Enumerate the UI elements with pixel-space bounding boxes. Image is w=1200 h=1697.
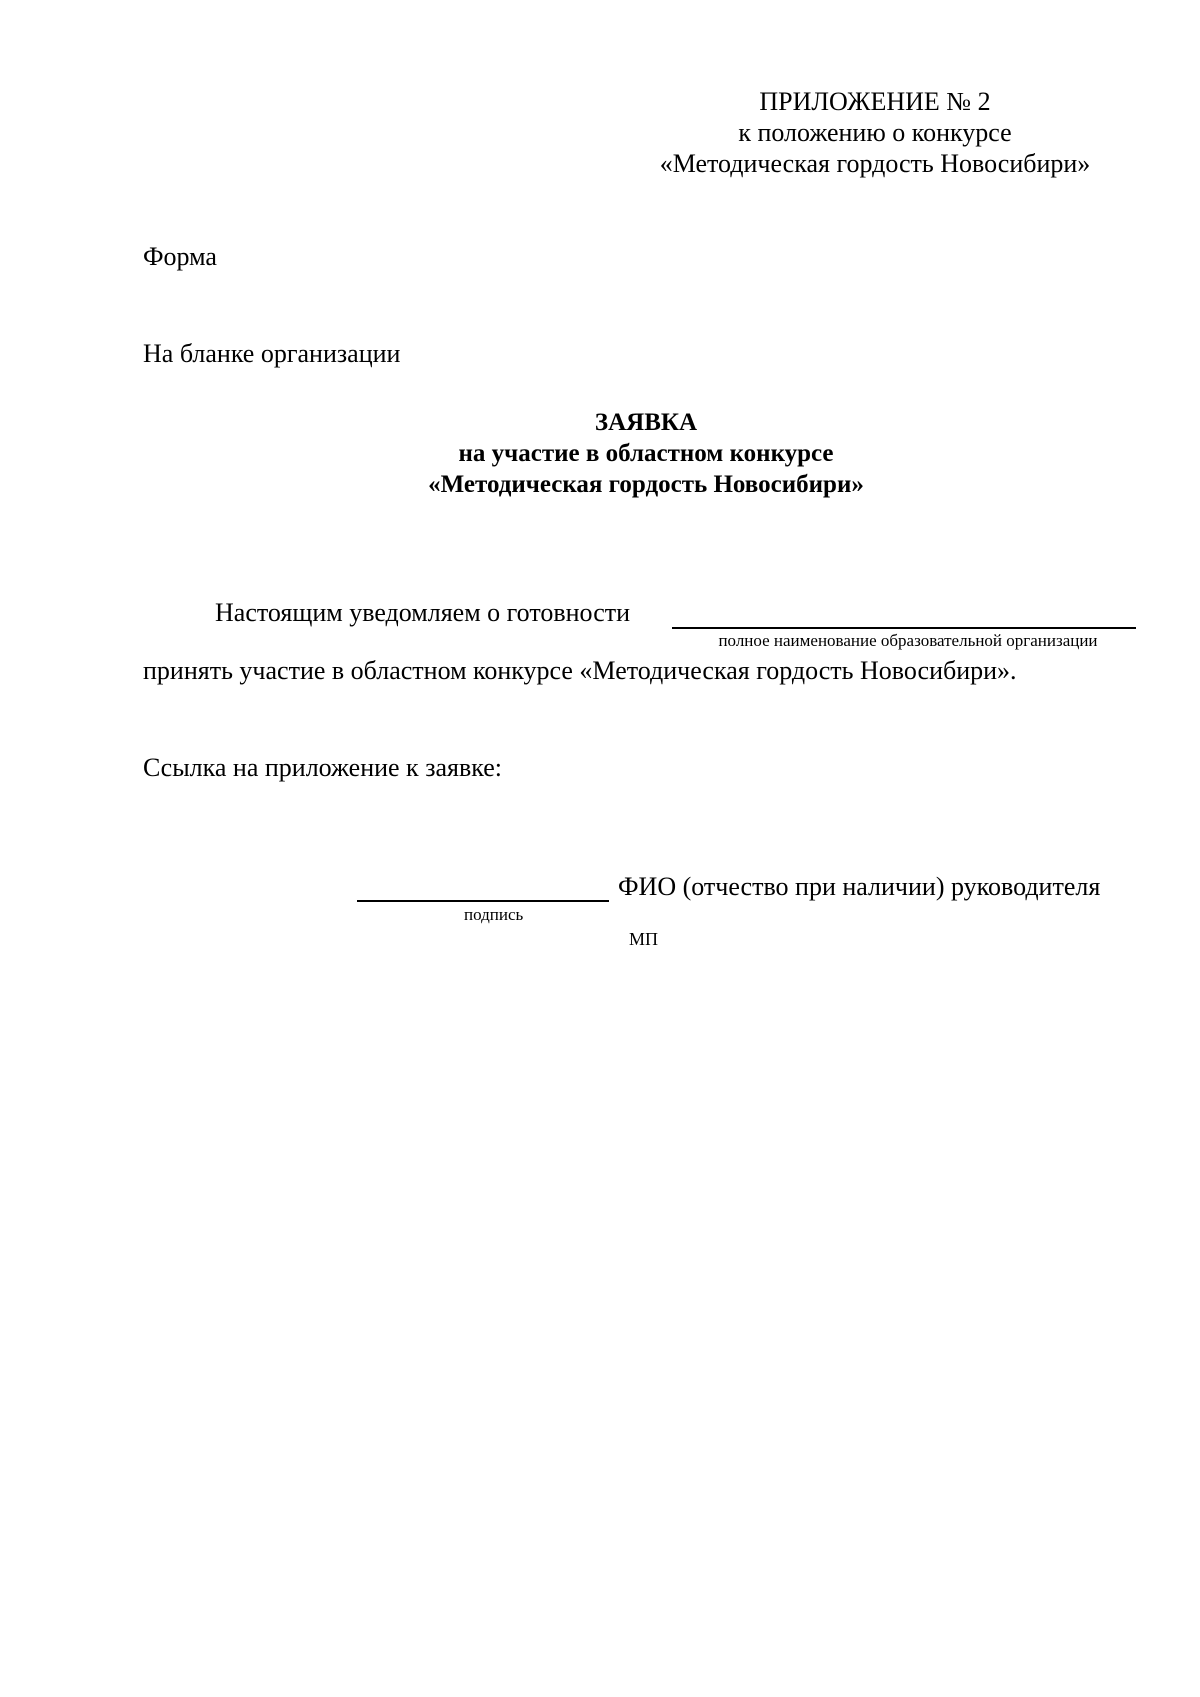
title-heading: ЗАЯВКА <box>594 409 698 436</box>
appendix-header <box>615 86 1135 179</box>
organization-name-caption: полное наименование образовательной организации <box>718 631 1098 650</box>
title-contest-name: «Методическая гордость Новосибири» <box>428 471 864 498</box>
organization-name-line <box>672 627 1136 629</box>
application-title <box>0 407 1200 500</box>
appendix-number: ПРИЛОЖЕНИЕ № 2 <box>759 87 991 116</box>
stamp-place-label: МП <box>629 929 659 949</box>
form-label: Форма <box>143 242 217 271</box>
director-fio-label: ФИО (отчество при наличии) руководителя <box>618 872 1101 901</box>
notice-text-start: Настоящим уведомляем о готовности <box>215 598 631 627</box>
signature-line <box>357 900 609 902</box>
notice-text-end: принять участие в областном конкурсе «Методическая гордость Новосибири». <box>143 656 1017 685</box>
appendix-contest-name: «Методическая гордость Новосибири» <box>659 149 1091 178</box>
signature-caption: подпись <box>464 905 524 924</box>
title-subheading: на участие в областном конкурсе <box>458 440 834 467</box>
appendix-reference: к положению о конкурсе <box>738 118 1012 147</box>
letterhead-note: На бланке организации <box>143 339 401 368</box>
appendix-link-label: Ссылка на приложение к заявке: <box>143 753 502 782</box>
